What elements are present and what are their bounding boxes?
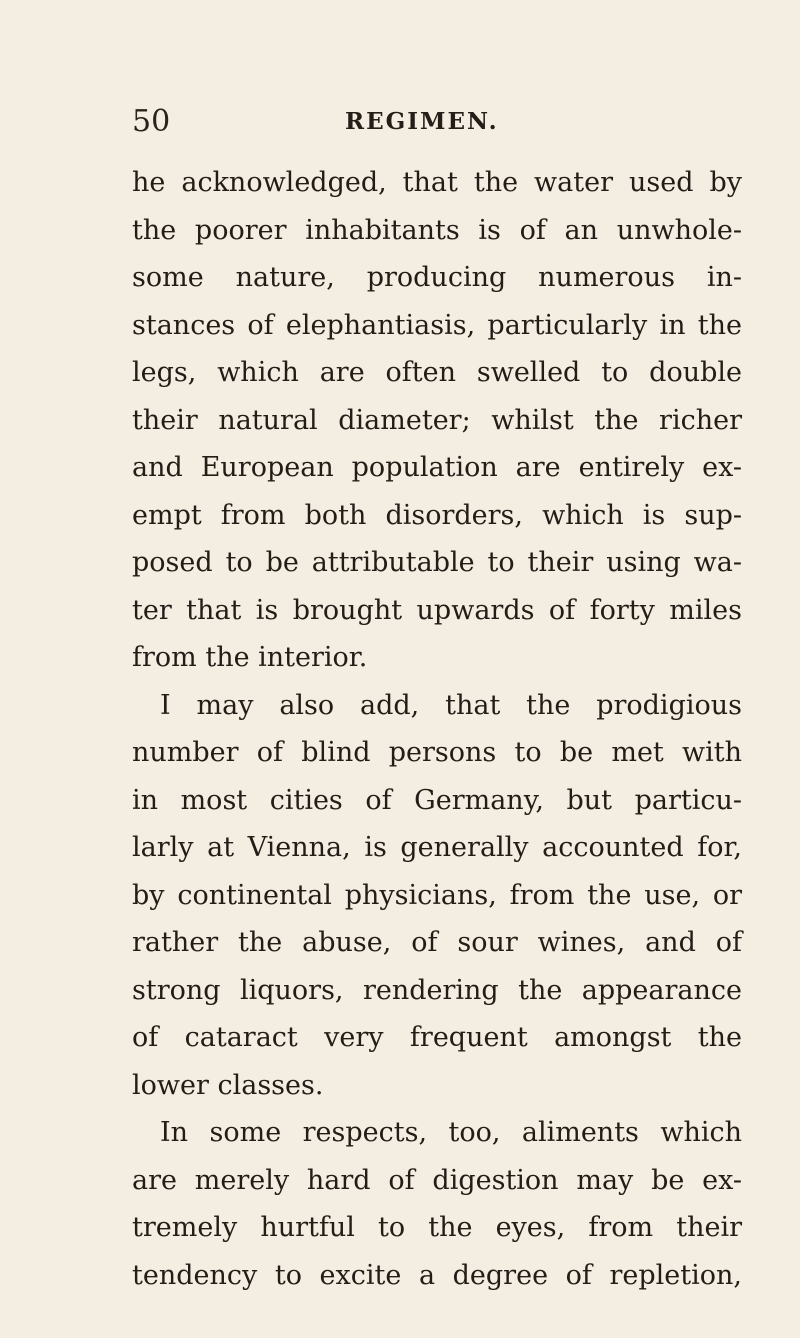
text-line: I may also add, that the prodigious <box>160 689 742 721</box>
text-line: larly at Vienna, is generally accounted for, <box>132 832 742 863</box>
text-line: number of blind persons to be met with <box>132 737 742 768</box>
text-line: In some respects, too, aliments which <box>160 1117 742 1148</box>
body-text <box>132 159 742 1299</box>
text-line: empt from both disorders, which is sup- <box>132 499 742 531</box>
text-line: their natural diameter; whilst the richer <box>132 404 742 436</box>
running-head: REGIMEN. <box>345 108 499 135</box>
text-line: the poorer inhabitants is of an unwhole- <box>132 214 742 246</box>
text-line: posed to be attributable to their using wa- <box>132 547 742 578</box>
text-line: strong liquors, rendering the appearance <box>132 974 742 1006</box>
text-line: some nature, producing numerous in- <box>132 262 742 293</box>
text-line: rather the abuse, of sour wines, and of <box>132 927 742 958</box>
text-line: in most cities of Germany, but particu- <box>132 784 742 816</box>
text-line: tendency to excite a degree of repletion, <box>132 1259 742 1291</box>
text-line: by continental physicians, from the use, or <box>132 879 742 911</box>
page-number: 50 <box>132 104 171 139</box>
text-line: he acknowledged, that the water used by <box>132 167 742 198</box>
text-line: tremely hurtful to the eyes, from their <box>132 1212 742 1243</box>
text-line: ter that is brought upwards of forty miles <box>132 594 742 626</box>
text-line: legs, which are often swelled to double <box>132 357 742 388</box>
text-line: and European population are entirely ex- <box>132 452 742 483</box>
text-line: lower classes. <box>132 1069 324 1101</box>
text-line: stances of elephantiasis, particularly in the <box>132 309 742 341</box>
text-line: from the interior. <box>132 642 368 673</box>
text-line: of cataract very frequent amongst the <box>132 1022 742 1053</box>
text-line: are merely hard of digestion may be ex- <box>132 1164 742 1196</box>
